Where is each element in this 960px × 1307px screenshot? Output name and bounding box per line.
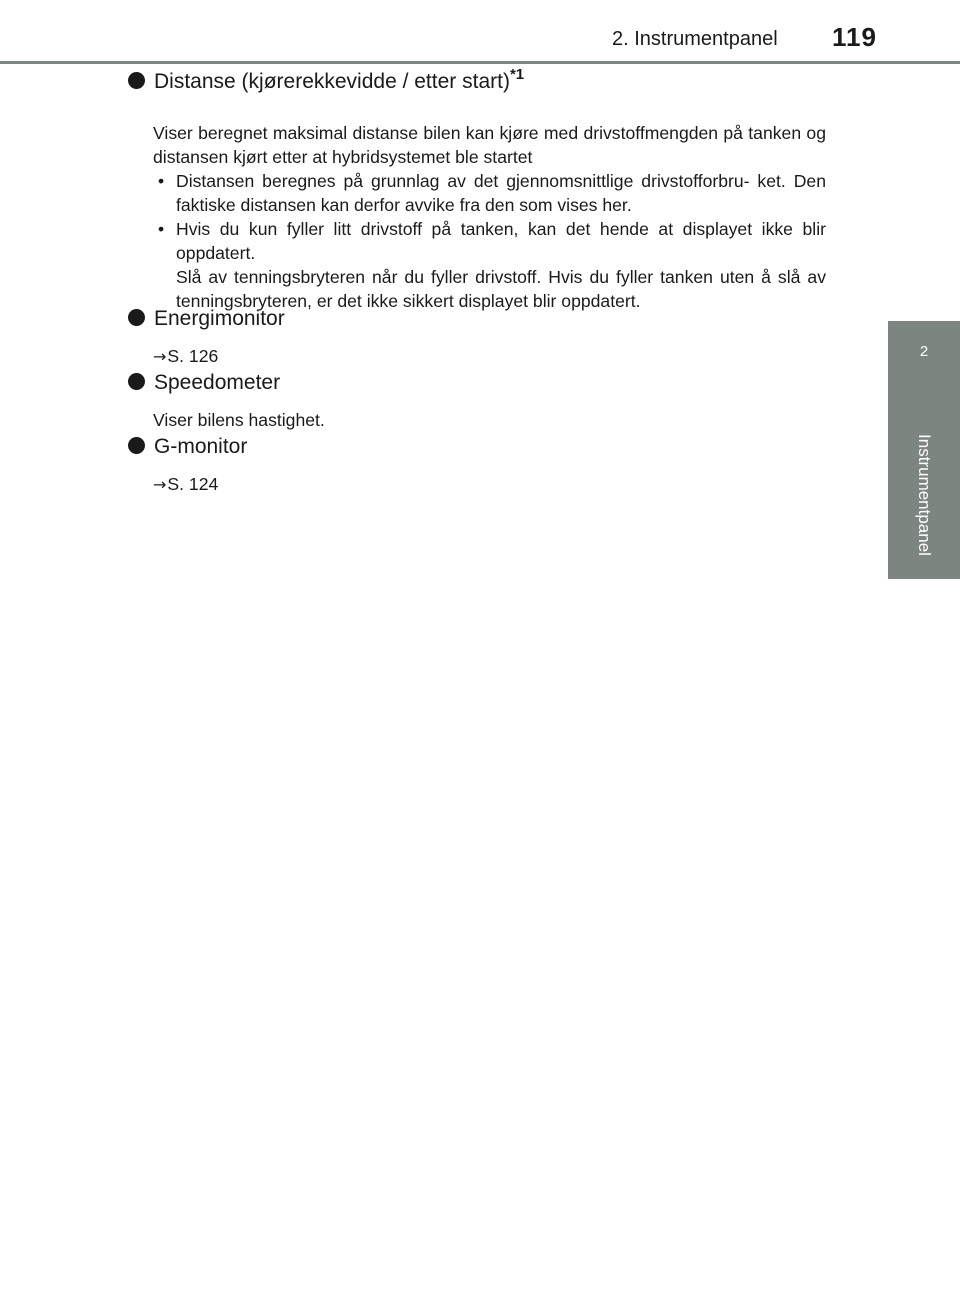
bullet-dot-icon (128, 72, 145, 89)
section-heading-text: Energimonitor (154, 307, 285, 330)
page-reference[interactable] (153, 344, 826, 369)
list-bullet: • (158, 171, 165, 191)
section-heading-speedometer (128, 371, 280, 395)
section-heading-text: G-monitor (154, 435, 248, 458)
side-tab (888, 321, 960, 579)
header-chapter-title: 2. Instrumentpanel (612, 28, 778, 50)
side-tab-label: Instrumentpanel (915, 434, 934, 556)
list-item-text (176, 217, 826, 313)
section-body-distanse: Viser beregnet maksimal distanse bilen kan kjøre med drivstoffmengden på tanken og distansen kjørt etter at hybridsystemet ble startet (153, 123, 826, 167)
list-item-paragraph: Distansen beregnes på grunnlag av det gjennomsnittlige drivstofforbru- ket. Den faktiske distansen kan derfor avvike fra den som vises her. (176, 171, 826, 215)
list-bullet: • (158, 219, 165, 239)
section-heading-text: Speedometer (154, 371, 281, 394)
section-heading-distanse (128, 66, 525, 94)
section-heading-energimonitor (128, 307, 285, 331)
section-heading-g-monitor (128, 435, 247, 459)
page-reference-text: S. 124 (167, 474, 219, 494)
arrow-right-icon: → (153, 347, 167, 366)
list-item-text (176, 169, 826, 217)
list-item-paragraph: Slå av tenningsbryteren når du fyller drivstoff. Hvis du fyller tanken uten å slå av tenningsbryteren, er det ikke sikkert displayet blir oppdatert. (176, 267, 826, 311)
arrow-right-icon: → (153, 475, 167, 494)
list-item-paragraph: Hvis du kun fyller litt drivstoff på tanken, kan det hende at displayet ikke blir oppdatert. (176, 219, 826, 263)
page-reference[interactable] (153, 472, 826, 497)
bullet-dot-icon (128, 373, 145, 390)
section-heading-text: Distanse (kjørerekkevidde / etter start) (154, 70, 510, 93)
page-reference-text: S. 126 (167, 346, 219, 366)
list-item (153, 169, 826, 217)
list-item (153, 217, 826, 313)
bullet-dot-icon (128, 309, 145, 326)
page-number: 119 (832, 22, 877, 52)
bullet-dot-icon (128, 437, 145, 454)
footnote-marker: *1 (509, 66, 525, 83)
section-body-speedometer: Viser bilens hastighet. (153, 410, 325, 430)
side-tab-number: 2 (919, 343, 929, 360)
header-rule (0, 61, 960, 64)
